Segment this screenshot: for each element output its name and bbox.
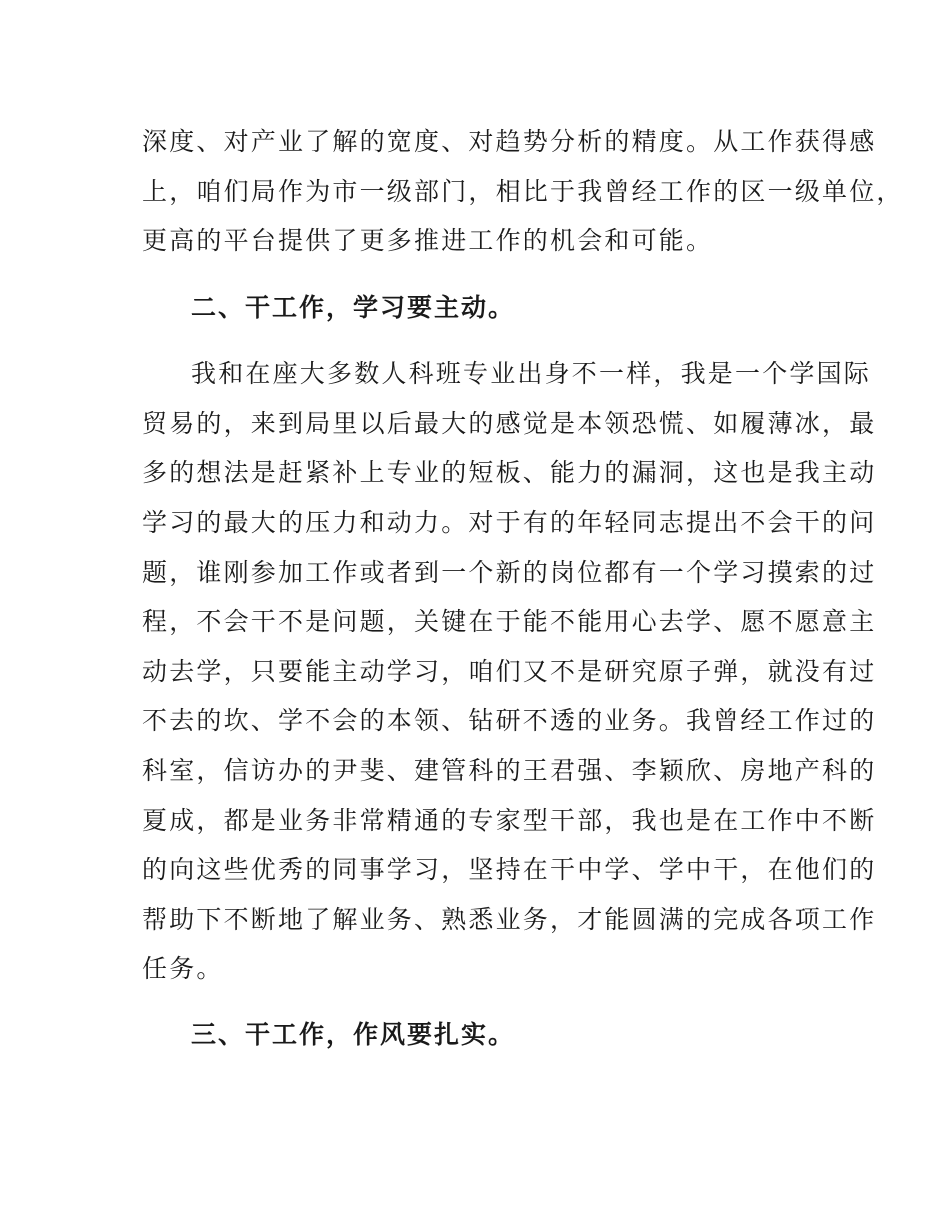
paragraph-line: 夏成，都是业务非常精通的专家型干部，我也是在工作中不断 — [142, 806, 877, 835]
section-heading: 三、干工作，作风要扎实。 — [191, 1020, 516, 1049]
section-heading: 二、干工作，学习要主动。 — [191, 293, 516, 322]
paragraph-line: 更高的平台提供了更多推进工作的机会和可能。 — [142, 226, 714, 255]
paragraph-line: 不去的坎、学不会的本领、钻研不透的业务。我曾经工作过的 — [142, 706, 877, 735]
paragraph-line: 的向这些优秀的同事学习，坚持在干中学、学中干，在他们的 — [142, 855, 877, 884]
paragraph-line: 上，咱们局作为市一级部门，相比于我曾经工作的区一级单位， — [142, 177, 904, 206]
paragraph-line: 我和在座大多数人科班专业出身不一样，我是一个学国际 — [191, 359, 872, 388]
paragraph-line: 题，谁刚参加工作或者到一个新的岗位都有一个学习摸索的过 — [142, 558, 877, 587]
paragraph-line: 任务。 — [142, 954, 224, 983]
paragraph-line: 深度、对产业了解的宽度、对趋势分析的精度。从工作获得感 — [142, 127, 877, 156]
paragraph-line: 贸易的，来到局里以后最大的感觉是本领恐慌、如履薄冰，最 — [142, 409, 877, 438]
paragraph-line: 科室，信访办的尹斐、建管科的王君强、李颖欣、房地产科的 — [142, 756, 877, 785]
paragraph-line: 帮助下不断地了解业务、熟悉业务，才能圆满的完成各项工作 — [142, 905, 877, 934]
paragraph-line: 动去学，只要能主动学习，咱们又不是研究原子弹，就没有过 — [142, 657, 877, 686]
paragraph-line: 多的想法是赶紧补上专业的短板、能力的漏洞，这也是我主动 — [142, 458, 877, 487]
paragraph-line: 学习的最大的压力和动力。对于有的年轻同志提出不会干的问 — [142, 508, 877, 537]
paragraph-line: 程，不会干不是问题，关键在于能不能用心去学、愿不愿意主 — [142, 607, 877, 636]
